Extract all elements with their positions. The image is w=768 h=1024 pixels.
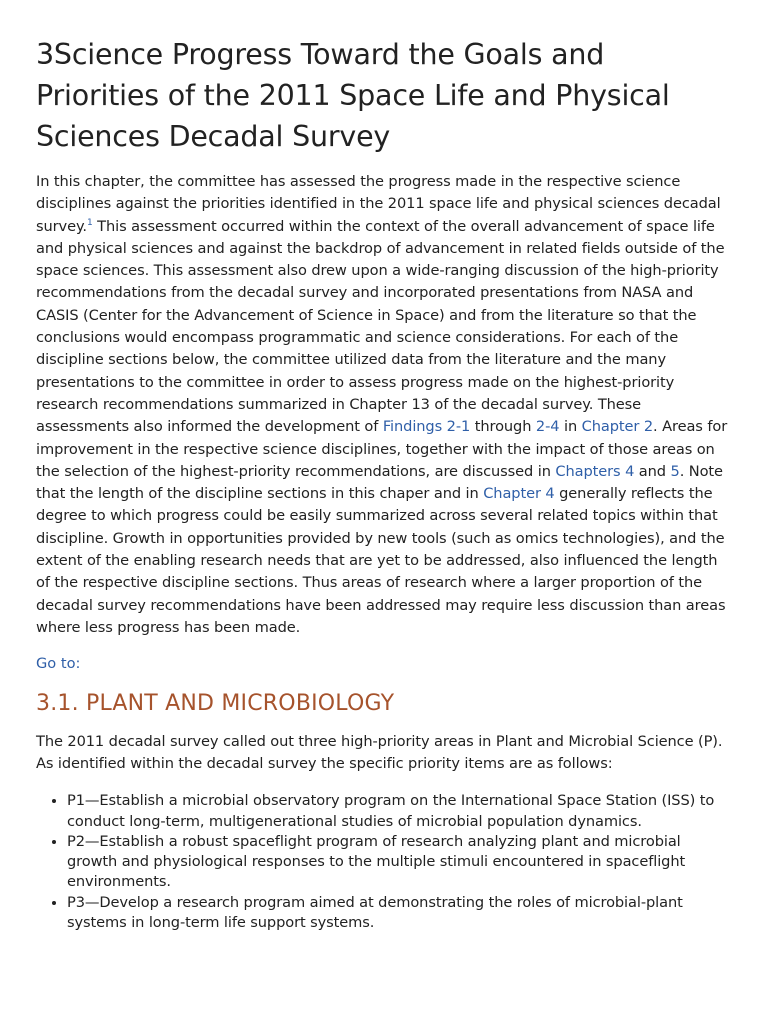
intro-text-8: generally reflects the degree to which progress could be easily summarized across several related topics within that discipline. Growth in opportunities provided by new tools (such as omics technologies), and the extent of the enabling research needs that are yet to be addressed, also influenced the length of the respective discipline sections. Thus areas of research where a larger proportion of the decadal survey recommendations have been addressed may require less discussion than areas where less progress has been made.: [36, 485, 726, 636]
goto-link[interactable]: Go to:: [36, 655, 81, 673]
goto-nav: [36, 653, 732, 675]
intro-text-2: This assessment occurred within the context of the overall advancement of space life and physical sciences and against the backdrop of advancement in related fields outside of the space sciences. This assessment also drew upon a wide-ranging discussion of the high-priority recommendations from the decadal survey and incorporated presentations from NASA and CASIS (Center for the Advancement of Science in Space) and from the literature so that the conclusions would encompass programmatic and science considerations. For each of the discipline sections below, the committee utilized data from the literature and the many presentations to the committee in order to assess progress made on the highest-priority research recommendations summarized in Chapter 13 of the decadal survey. These assessments also informed the development of: [36, 217, 725, 436]
list-item: • P1—Establish a microbial observatory program on the International Space Station (ISS) to conduct long-term, multigenerational studies of microbial population dynamics.: [67, 791, 732, 832]
priority-list: [36, 791, 732, 933]
intro-text-1: In this chapter, the committee has assessed the progress made in the respective science disciplines against the priorities identified in the 2011 space life and physical sciences decadal survey.: [36, 173, 721, 235]
intro-text-4: in: [559, 418, 582, 436]
chapters-4-link[interactable]: Chapters 4: [555, 462, 635, 480]
chapter-2-link[interactable]: Chapter 2: [581, 418, 654, 436]
section-intro: The 2011 decadal survey called out three high-priority areas in Plant and Microbial Science (P). As identified within the decadal survey the specific priority items are as follows:: [36, 733, 723, 773]
section-heading: 3.1. PLANT AND MICROBIOLOGY: [36, 691, 395, 717]
intro-text-6: and: [634, 462, 671, 480]
chapter-5-link[interactable]: 5: [670, 462, 680, 480]
intro-text-5: . Areas for improvement in the respective science disciplines, together with the impact of those areas on the selection of the highest-priority recommendations, are discussed in: [36, 418, 728, 480]
intro-text-3: through: [470, 418, 536, 436]
findings-2-1-link[interactable]: Findings 2-1: [382, 418, 471, 436]
intro-paragraph: [36, 171, 732, 639]
footnote-link-1[interactable]: 1: [86, 217, 93, 228]
chapter-4-link[interactable]: Chapter 4: [483, 485, 555, 503]
list-item: • P2—Establish a robust spaceflight program of research analyzing plant and microbial growth and physiological responses to the multiple stimuli encountered in spaceflight environments.: [67, 832, 732, 893]
findings-2-4-link[interactable]: 2-4: [535, 418, 560, 436]
list-item: • P3—Develop a research program aimed at demonstrating the roles of microbial-plant systems in long-term life support systems.: [67, 893, 732, 934]
intro-text-7: . Note that the length of the discipline sections in this chaper and in: [36, 462, 723, 503]
chapter-title: 3Science Progress Toward the Goals and Priorities of the 2011 Space Life and Physical Sciences Decadal Survey: [36, 38, 670, 153]
